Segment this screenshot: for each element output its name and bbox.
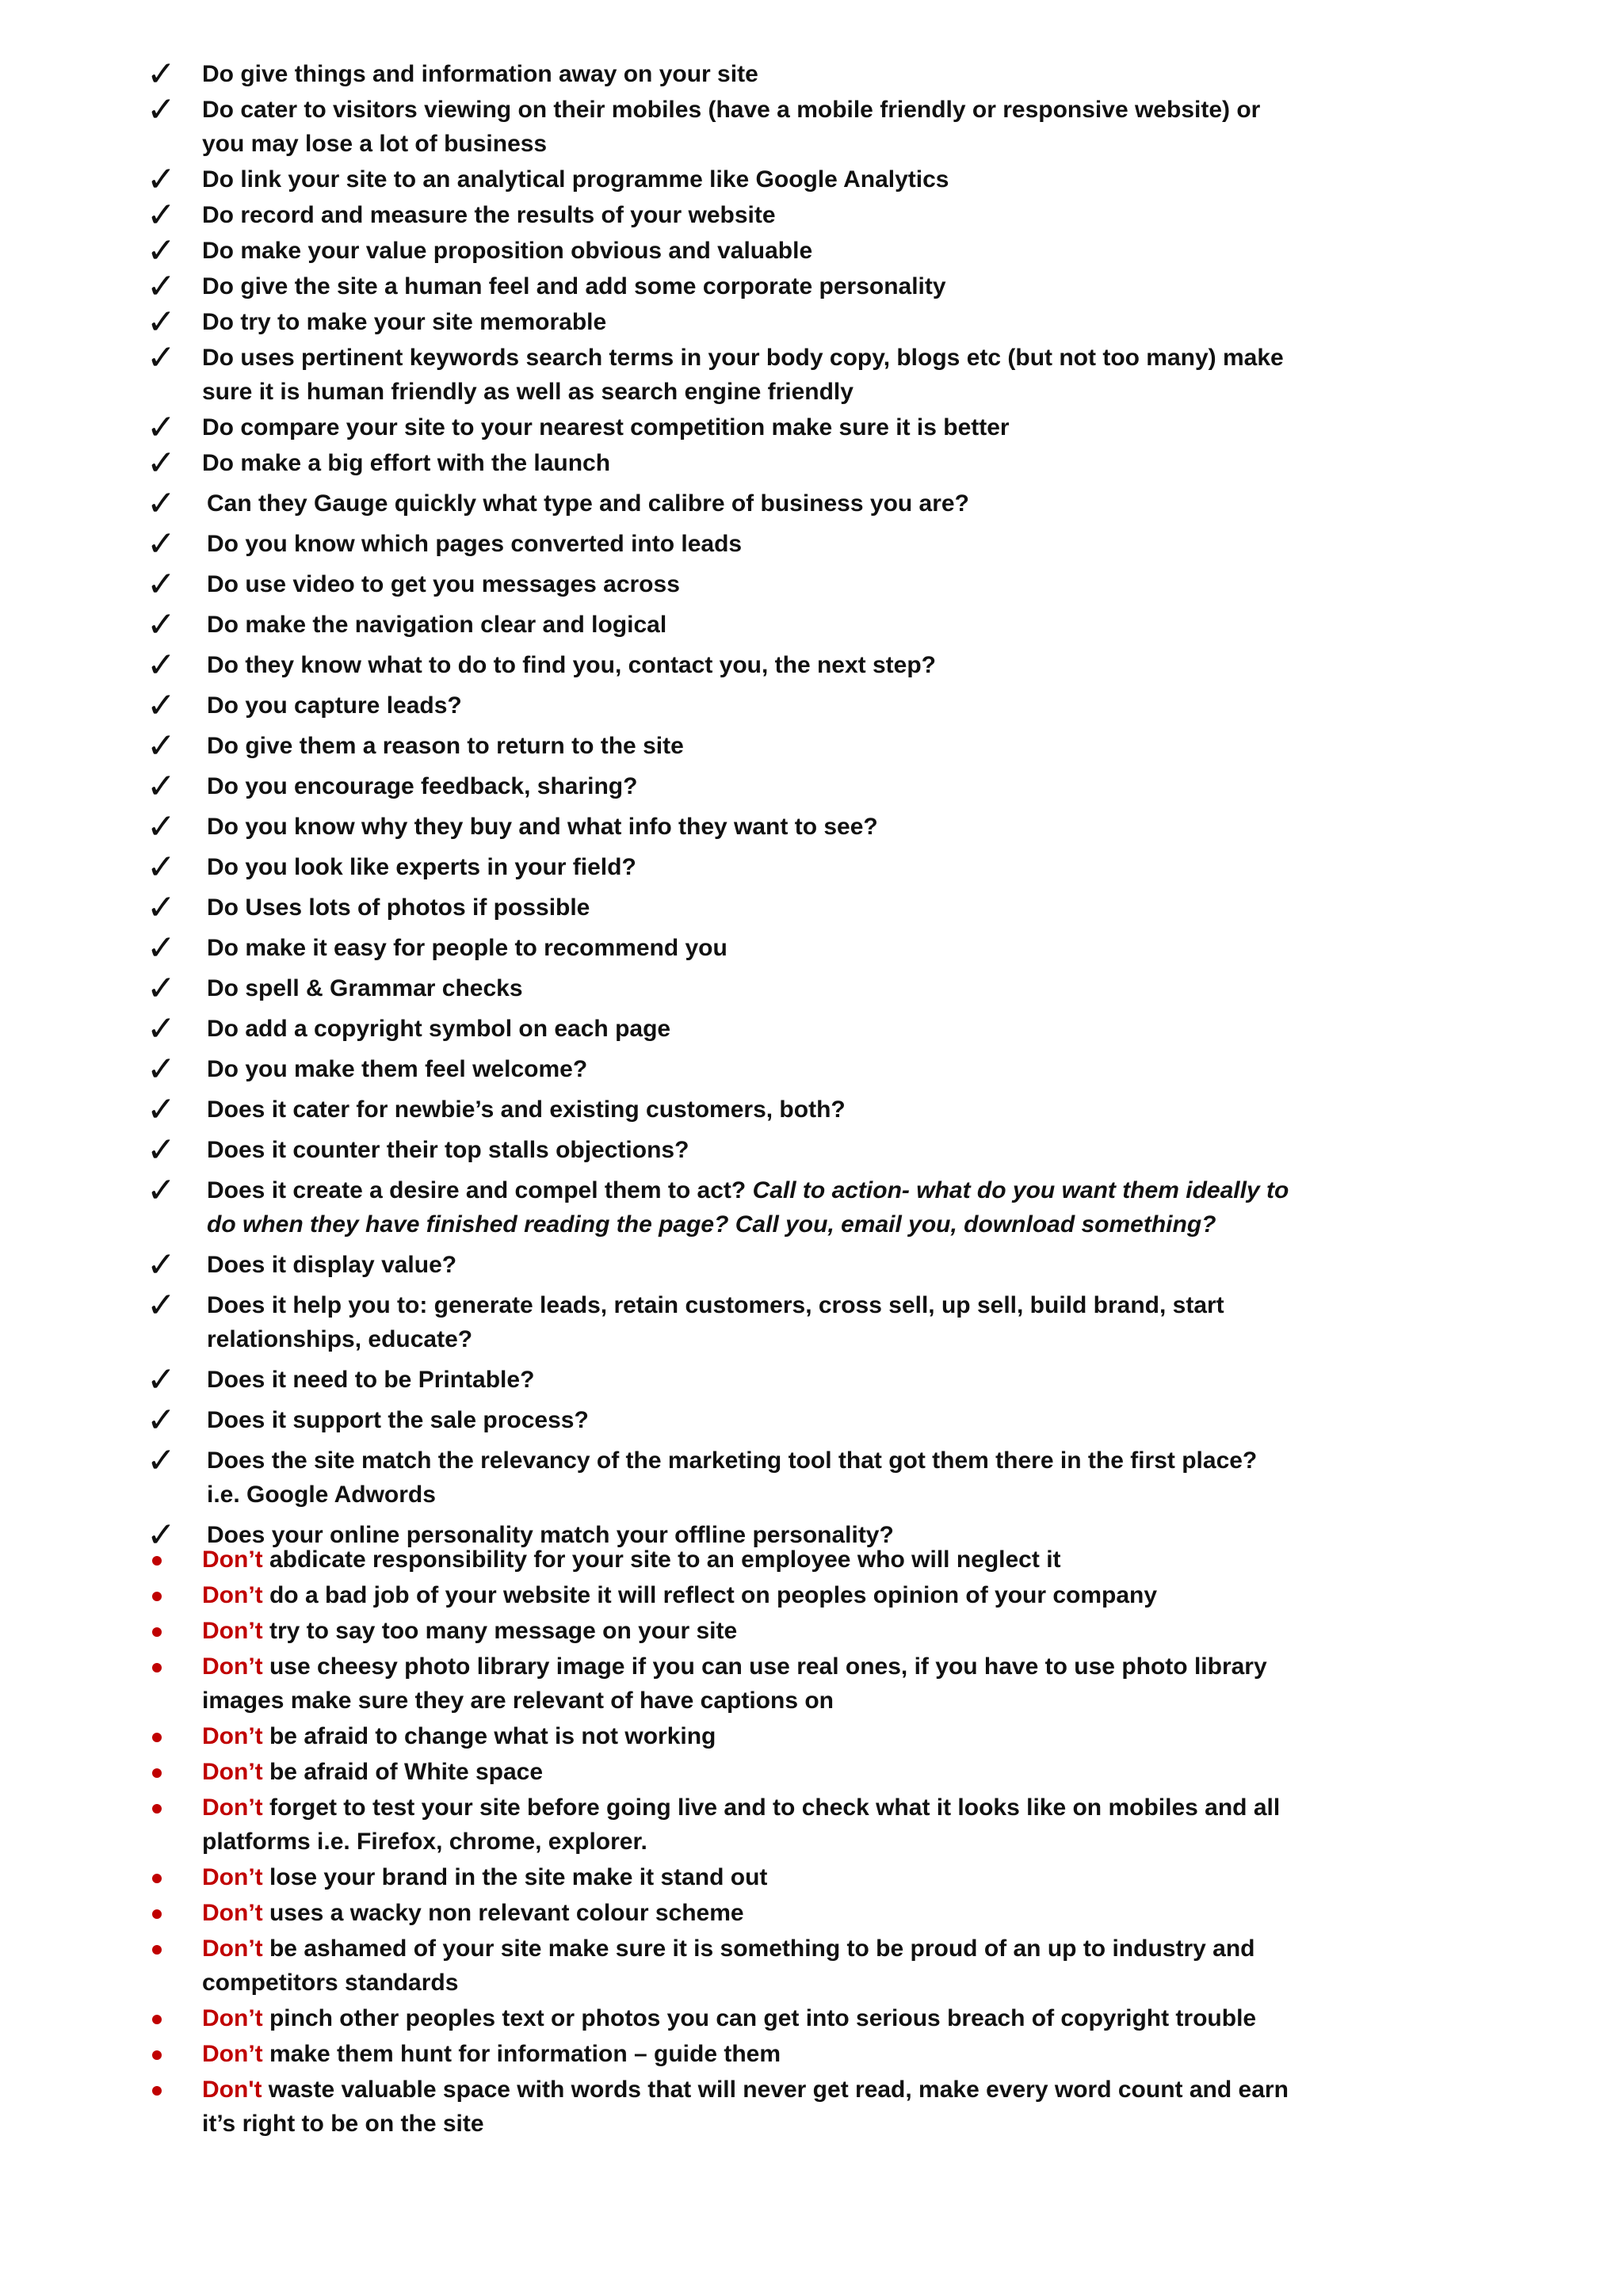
item-text: waste valuable space with words that will never get read, make every word count and earn it’s right to be on the site [202, 2077, 1289, 2137]
item-text: Does the site match the relevancy of the marketing tool that got them there in the first place? i.e. Google Adwords [207, 1447, 1258, 1508]
dos-list-item [147, 408, 1296, 447]
item-text: uses a wacky non relevant colour scheme [262, 1900, 744, 1926]
check-icon: ✓ [147, 1516, 176, 1554]
bullet-icon [152, 1768, 162, 1778]
item-text: be afraid to change what is not working [262, 1723, 716, 1749]
check-icon: ✓ [147, 1090, 176, 1129]
item-text: be ashamed of your site make sure it is something to be proud of an up to industry and competitors standards [202, 1936, 1255, 1996]
check-icon: ✓ [147, 1286, 176, 1325]
item-text: Do you know why they buy and what info they want to see? [207, 814, 878, 840]
check-icon: ✓ [147, 1360, 176, 1399]
dos-list-item [147, 1288, 1296, 1356]
donts-list-item [147, 1896, 1296, 1930]
dos-list-item [147, 338, 1296, 409]
dos-list-item [147, 1050, 1296, 1089]
donts-list-item [147, 1719, 1296, 1753]
item-text: Do make the navigation clear and logical [207, 612, 667, 638]
bullet-icon [152, 1627, 162, 1637]
bullet-icon [152, 2050, 162, 2060]
item-text: abdicate responsibility for your site to an employee who will neglect it [262, 1547, 1061, 1573]
check-icon: ✓ [147, 1009, 176, 1048]
dos-list-item [147, 888, 1296, 927]
donts-list-item [147, 1791, 1296, 1859]
dos-list-item [147, 1245, 1296, 1284]
check-icon: ✓ [147, 444, 176, 482]
donts-list-item [147, 1614, 1296, 1648]
item-text: Do compare your site to your nearest competition make sure it is better [202, 414, 1010, 441]
item-text: Can they Gauge quickly what type and calibre of business you are? [207, 490, 969, 517]
item-text: Do use video to get you messages across [207, 571, 680, 597]
check-icon: ✓ [147, 524, 176, 563]
check-icon: ✓ [147, 727, 176, 765]
check-icon: ✓ [147, 408, 176, 447]
donts-list [147, 1543, 1296, 2142]
dont-lead-word: Don't [202, 2077, 262, 2103]
item-text: Do try to make your site memorable [202, 309, 607, 335]
check-icon: ✓ [147, 686, 176, 725]
item-text: Does it support the sale process? [207, 1407, 589, 1433]
dont-lead-word: Don’t [202, 1759, 263, 1785]
check-icon: ✓ [147, 1245, 176, 1284]
item-text: be afraid of White space [262, 1759, 544, 1785]
item-text: do a bad job of your website it will reflect on peoples opinion of your company [262, 1582, 1158, 1608]
dos-list-item [147, 767, 1296, 806]
donts-list-item [147, 1578, 1296, 1612]
check-icon: ✓ [147, 303, 176, 341]
check-icon: ✓ [147, 767, 176, 806]
donts-list-item [147, 1860, 1296, 1894]
item-text: Do you capture leads? [207, 692, 462, 719]
item-text: lose your brand in the site make it stand out [262, 1864, 768, 1890]
check-icon: ✓ [147, 646, 176, 685]
donts-list-item [147, 1650, 1296, 1718]
item-text: try to say too many message on your site [262, 1618, 738, 1644]
check-icon: ✓ [147, 807, 176, 846]
item-text: Do give the site a human feel and add some corporate personality [202, 273, 946, 299]
check-icon: ✓ [147, 196, 176, 235]
item-text: Do you look like experts in your field? [207, 854, 636, 880]
item-text: Do give things and information away on your site [202, 61, 758, 87]
dont-lead-word: Don’t [202, 1547, 263, 1573]
item-text: Do give them a reason to return to the site [207, 733, 684, 759]
dont-lead-word: Don’t [202, 1900, 263, 1926]
dos-list-item [147, 605, 1296, 644]
item-text: use cheesy photo library image if you can use real ones, if you have to use photo library images make sure they are relevant of have captions on [202, 1653, 1267, 1714]
dos-list-item [147, 1090, 1296, 1129]
check-icon: ✓ [147, 888, 176, 927]
item-text: Does your online personality match your offline personality? [207, 1522, 894, 1548]
item-text: Does it need to be Printable? [207, 1367, 535, 1393]
dont-lead-word: Don’t [202, 1936, 263, 1962]
item-text: Do you make them feel welcome? [207, 1056, 588, 1082]
dos-list-item [147, 1360, 1296, 1399]
dos-list-item [147, 565, 1296, 604]
item-text: Do Uses lots of photos if possible [207, 894, 590, 921]
dos-list-item [147, 486, 1296, 521]
dont-lead-word: Don’t [202, 1864, 263, 1890]
dos-list-item [147, 969, 1296, 1008]
dos-list-item [147, 807, 1296, 846]
check-icon: ✓ [147, 1050, 176, 1089]
check-icon: ✓ [147, 338, 176, 377]
check-icon: ✓ [147, 969, 176, 1008]
item-text: Do add a copyright symbol on each page [207, 1016, 671, 1042]
item-text: Do link your site to an analytical programme like Google Analytics [202, 166, 949, 193]
check-icon: ✓ [147, 267, 176, 306]
item-text: Do make a big effort with the launch [202, 450, 611, 476]
dos-list-item [147, 1133, 1296, 1167]
item-text: Do you encourage feedback, sharing? [207, 773, 638, 799]
item-text: forget to test your site before going live and to check what it looks like on mobiles and all platforms i.e. Firefox, chrome, explorer. [202, 1794, 1281, 1855]
dos-list-item [147, 231, 1296, 270]
bullet-icon [152, 2086, 162, 2096]
item-text: make them hunt for information – guide them [262, 2041, 781, 2067]
check-icon: ✓ [147, 565, 176, 604]
check-icon: ✓ [147, 90, 176, 129]
bullet-icon [152, 2015, 162, 2024]
check-icon: ✓ [147, 484, 176, 523]
dos-list-item [147, 524, 1296, 563]
donts-list-item [147, 1543, 1296, 1577]
item-text: Does it create a desire and compel them to act? [207, 1177, 753, 1203]
dos-list-item [147, 160, 1296, 199]
check-icon: ✓ [147, 605, 176, 644]
dont-lead-word: Don’t [202, 1618, 263, 1644]
item-text: Does it help you to: generate leads, retain customers, cross sell, up sell, build brand, start relationships, educate? [207, 1292, 1224, 1352]
dos-list-item [147, 1009, 1296, 1048]
dos-list-item [147, 931, 1296, 965]
item-text: Do make it easy for people to recommend you [207, 935, 727, 961]
dont-lead-word: Don’t [202, 2041, 263, 2067]
donts-list-item [147, 2001, 1296, 2035]
bullet-icon [152, 1804, 162, 1814]
bullet-icon [152, 1874, 162, 1883]
bullet-icon [152, 1556, 162, 1566]
item-text: Do you know which pages converted into leads [207, 531, 743, 557]
donts-list-item [147, 2037, 1296, 2071]
dos-list-item [147, 90, 1296, 161]
item-text: Do cater to visitors viewing on their mobiles (have a mobile friendly or responsive website) or you may lose a lot of business [202, 97, 1261, 157]
item-text: Does it display value? [207, 1252, 457, 1278]
item-text: Do uses pertinent keywords search terms in your body copy, blogs etc (but not too many) make sure it is human friendly as well as search engine friendly [202, 345, 1284, 405]
check-icon: ✓ [147, 1441, 176, 1480]
dos-list-item [147, 688, 1296, 723]
check-icon: ✓ [147, 1131, 176, 1169]
donts-list-item [147, 1755, 1296, 1789]
dos-list [147, 57, 1296, 1554]
dos-list-item [147, 267, 1296, 306]
dont-lead-word: Don’t [202, 1653, 263, 1680]
check-icon: ✓ [147, 1171, 176, 1210]
check-icon: ✓ [147, 231, 176, 270]
dos-list-item [147, 1401, 1296, 1440]
dos-list-item [147, 57, 1296, 91]
bullet-icon [152, 1592, 162, 1601]
bullet-icon [152, 1663, 162, 1672]
item-text: Do record and measure the results of your website [202, 202, 776, 228]
check-icon: ✓ [147, 929, 176, 967]
dos-list-item [147, 196, 1296, 235]
check-icon: ✓ [147, 1401, 176, 1440]
check-icon: ✓ [147, 160, 176, 199]
dos-list-item [147, 848, 1296, 887]
call-to-action-text: Call to action- what do you want them ideally to do when they have finished reading the page? Call you, email you, download something? [207, 1177, 1289, 1238]
donts-list-item [147, 2073, 1296, 2141]
dos-list-item [147, 646, 1296, 685]
item-text: Does it counter their top stalls objections? [207, 1137, 689, 1163]
dont-lead-word: Don’t [202, 1794, 263, 1821]
check-icon: ✓ [147, 848, 176, 887]
item-text: Do they know what to do to find you, contact you, the next step? [207, 652, 937, 678]
dont-lead-word: Don’t [202, 1723, 263, 1749]
check-icon: ✓ [147, 55, 176, 93]
bullet-icon [152, 1733, 162, 1742]
bullet-icon [152, 1909, 162, 1919]
item-text: pinch other peoples text or photos you can get into serious breach of copyright trouble [262, 2005, 1257, 2031]
dos-list-item [147, 1441, 1296, 1512]
bullet-icon [152, 1945, 162, 1955]
dos-list-item [147, 729, 1296, 763]
item-text: Do make your value proposition obvious and valuable [202, 238, 813, 264]
dos-list-item [147, 446, 1296, 480]
dont-lead-word: Don’t [202, 2005, 263, 2031]
donts-list-item [147, 1932, 1296, 2000]
item-text: Do spell & Grammar checks [207, 975, 523, 1001]
dos-list-item [147, 305, 1296, 339]
dos-list-item [147, 1173, 1296, 1241]
item-text: Does it cater for newbie’s and existing customers, both? [207, 1097, 846, 1123]
dont-lead-word: Don’t [202, 1582, 263, 1608]
